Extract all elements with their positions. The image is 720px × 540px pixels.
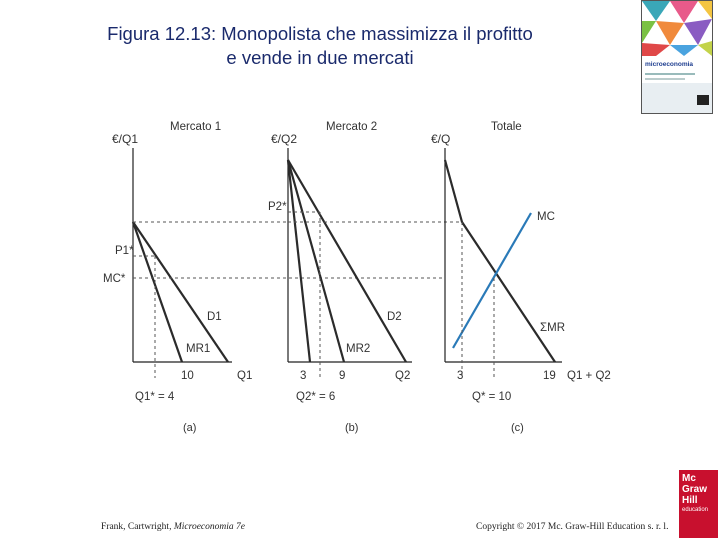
footer-copyright: Copyright © 2017 Mc. Graw-Hill Education s. r. l. (476, 522, 669, 532)
panel-a-demand-line (133, 222, 228, 362)
logo-line-2: Graw (682, 484, 708, 495)
panel-a-tick-10: 10 (181, 370, 194, 382)
panel-a-q-star: Q1* = 4 (135, 391, 175, 403)
panel-a-caption: (a) (183, 422, 197, 434)
panel-c-mc-line (453, 213, 531, 348)
panel-c-y-label: €/Q (431, 132, 451, 146)
panel-c-smr-label: ΣMR (540, 322, 565, 334)
footer-citation (101, 522, 245, 532)
panel-a-mr-line (133, 222, 182, 362)
title-line-2: e vende in due mercati (226, 47, 414, 68)
panel-b-y-label: €/Q2 (271, 132, 298, 146)
panel-b-tick-3: 3 (300, 370, 307, 382)
panel-b-x-label: Q2 (395, 370, 411, 382)
panel-b-p-label: P2* (268, 201, 287, 213)
footer-authors: Frank, Cartwright, (101, 522, 174, 532)
panel-c-q-star: Q* = 10 (472, 391, 512, 403)
panel-c-tick-3: 3 (457, 370, 464, 382)
panel-a-mr-label: MR1 (186, 343, 211, 355)
title-line-1: Figura 12.13: Monopolista che massimizza il profitto (107, 23, 533, 44)
logo-line-3: Hill (682, 495, 698, 506)
panel-a-x-label: Q1 (237, 370, 253, 382)
panel-b-mr-line (288, 160, 344, 362)
panel-c-heading: Totale (491, 121, 522, 133)
panel-a-demand-label: D1 (207, 311, 222, 323)
logo-line-1: Mc (682, 473, 696, 484)
panel-b-demand-label: D2 (387, 311, 402, 323)
panel-a-heading: Mercato 1 (170, 121, 222, 133)
panel-b-caption: (b) (345, 422, 359, 434)
panel-c-caption: (c) (511, 422, 524, 434)
panel-c (431, 121, 611, 434)
panel-a-y-label: €/Q1 (112, 132, 139, 146)
panel-c-tick-19: 19 (543, 370, 556, 382)
panel-a-p-label: P1* (115, 245, 134, 257)
panel-c-mc-label: MC (537, 211, 555, 223)
panel-b-tick-9: 9 (339, 370, 346, 382)
footer-book-title: Microeconomia 7e (173, 522, 245, 532)
panel-b-q-star: Q2* = 6 (296, 391, 336, 403)
mcgraw-hill-logo (679, 470, 718, 538)
book-brand: microeconomia (645, 61, 694, 68)
panel-b-heading: Mercato 2 (326, 121, 378, 133)
panel-c-x-label: Q1 + Q2 (567, 370, 611, 382)
logo-line-4: education (682, 507, 709, 513)
panel-b-mr-label: MR2 (346, 343, 371, 355)
panel-a (103, 121, 445, 434)
panel-a-mc-label: MC* (103, 273, 126, 285)
